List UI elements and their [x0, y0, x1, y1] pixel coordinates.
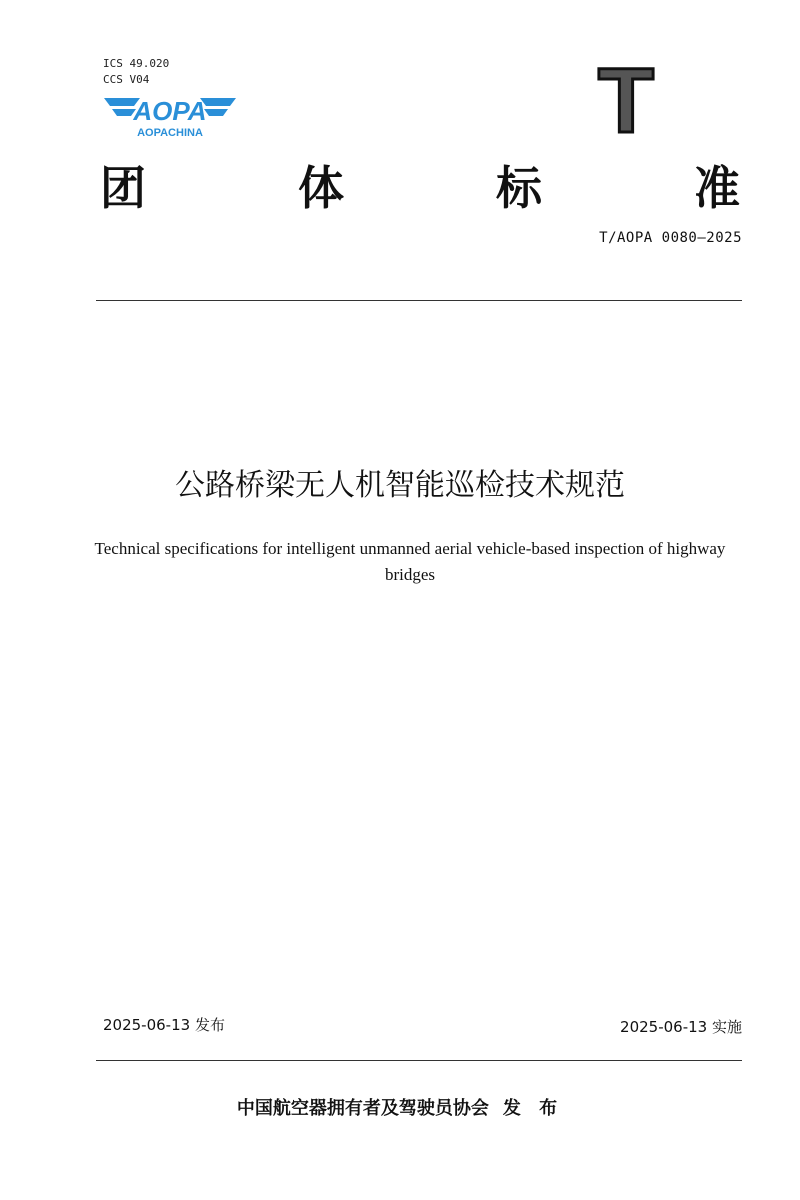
publisher-suffix: 发 布 — [502, 1098, 564, 1119]
implement-date: 2025-06-13 实施 — [620, 1018, 742, 1036]
title-english: Technical specifications for intelligent unmanned aerial vehicle-based inspection of highway bridges — [94, 539, 726, 584]
category-letter: T — [597, 56, 655, 140]
standard-type-char-1: 团 — [100, 161, 146, 215]
aopa-logo — [100, 92, 240, 144]
ccs-code: CCS V04 — [103, 73, 150, 86]
standard-type-char-2: 体 — [298, 161, 344, 215]
bottom-divider — [96, 1060, 742, 1061]
standard-type-char-3: 标 — [496, 161, 542, 215]
logo-text: AOPA — [133, 96, 207, 126]
standard-type-heading — [100, 160, 740, 216]
standard-number: T/AOPA 0080—2025 — [599, 230, 742, 246]
standard-type-char-4: 准 — [694, 161, 740, 215]
ics-code: ICS 49.020 — [103, 57, 170, 70]
title-chinese: 公路桥梁无人机智能巡检技术规范 — [175, 468, 625, 503]
logo-subtext: AOPACHINA — [137, 127, 203, 139]
publish-date: 2025-06-13 发布 — [103, 1016, 225, 1034]
classification-codes — [103, 56, 169, 88]
top-divider — [96, 300, 742, 301]
publisher-name: 中国航空器拥有者及驾驶员协会 — [236, 1098, 489, 1119]
publisher-line — [0, 1094, 800, 1120]
category-letter-t — [592, 56, 656, 140]
